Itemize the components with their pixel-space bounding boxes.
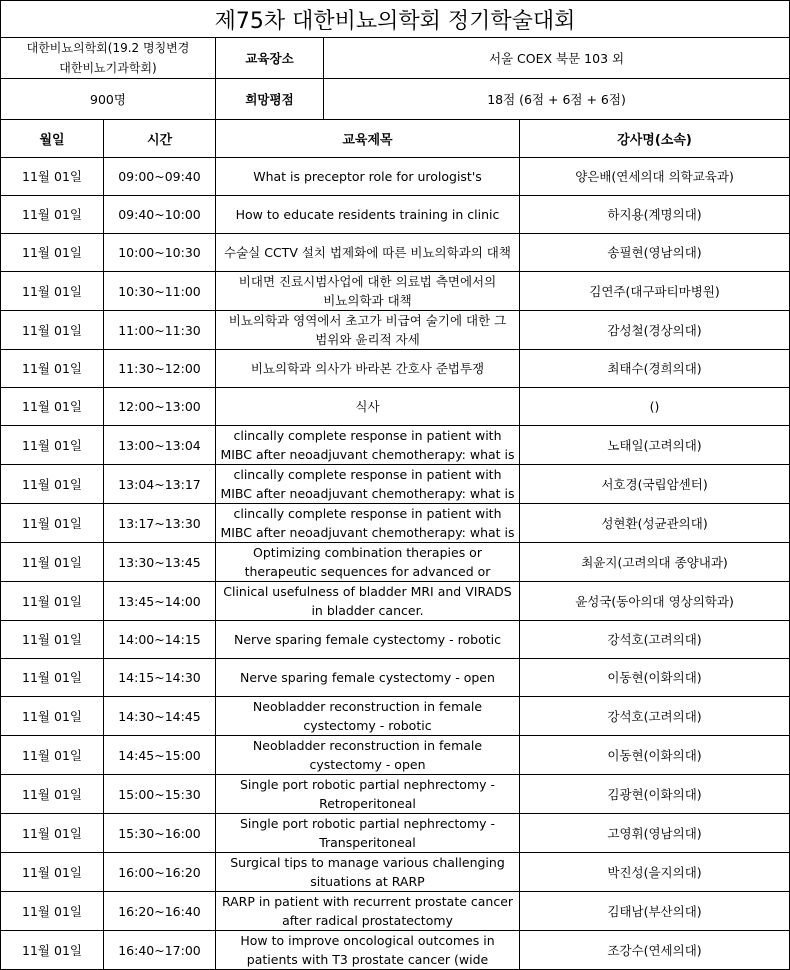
table-row [1, 697, 790, 736]
table-row [1, 931, 790, 970]
session-topic [216, 504, 520, 543]
session-topic [216, 388, 520, 426]
session-topic [216, 853, 520, 892]
session-time: 15:30~16:00 [104, 814, 216, 853]
table-row [1, 272, 790, 311]
table-row [1, 234, 790, 272]
credits-value: 18점 (6점 + 6점 + 6점) [324, 79, 790, 120]
table-header-row [1, 120, 790, 158]
session-topic-text: Single port robotic partial nephrectomy - Transperitoneal [239, 816, 496, 850]
session-topic [216, 775, 520, 814]
page-title: 제75차 대한비뇨의학회 정기학술대회 [1, 1, 790, 38]
session-date: 11월 01일 [1, 426, 104, 465]
table-row [1, 426, 790, 465]
session-topic-text: 비뇨의학과 의사가 바라본 간호사 준법투쟁 [250, 361, 485, 376]
credits-label: 희망평점 [216, 79, 324, 120]
table-row [1, 582, 790, 621]
table-row [1, 659, 790, 697]
session-time: 10:00~10:30 [104, 234, 216, 272]
table-row [1, 504, 790, 543]
session-topic-text: clincally complete response in patient with MIBC after neoadjuvant chemotherapy: what is [220, 467, 515, 501]
table-row [1, 814, 790, 853]
session-speaker: 송필현(영남의대) [520, 234, 790, 272]
session-date: 11월 01일 [1, 234, 104, 272]
table-row [1, 543, 790, 582]
session-time: 13:45~14:00 [104, 582, 216, 621]
session-topic [216, 311, 520, 350]
session-speaker: 윤성국(동아의대 영상의학과) [520, 582, 790, 621]
session-time: 14:30~14:45 [104, 697, 216, 736]
session-time: 14:00~14:15 [104, 621, 216, 659]
session-topic-text: 식사 [355, 399, 380, 414]
table-row [1, 158, 790, 196]
session-time: 12:00~13:00 [104, 388, 216, 426]
session-date: 11월 01일 [1, 388, 104, 426]
session-speaker: 양은배(연세의대 의학교육과) [520, 158, 790, 196]
session-speaker: () [520, 388, 790, 426]
organization-name: 대한비뇨의학회(19.2 명칭변경 대한비뇨기과학회) [1, 38, 216, 79]
header-date: 월일 [1, 120, 104, 158]
session-topic [216, 697, 520, 736]
session-time: 16:00~16:20 [104, 853, 216, 892]
session-time: 11:00~11:30 [104, 311, 216, 350]
info-row-venue [1, 38, 790, 79]
session-topic-text: How to improve oncological outcomes in patients with T3 prostate cancer (wide [240, 933, 495, 967]
table-row [1, 465, 790, 504]
session-topic-text: Optimizing combination therapies or therapeutic sequences for advanced or [244, 545, 491, 579]
session-date: 11월 01일 [1, 543, 104, 582]
session-date: 11월 01일 [1, 931, 104, 970]
table-row [1, 736, 790, 775]
venue-label: 교육장소 [216, 38, 324, 79]
table-row [1, 196, 790, 234]
session-speaker: 이동현(이화의대) [520, 736, 790, 775]
session-date: 11월 01일 [1, 465, 104, 504]
session-date: 11월 01일 [1, 892, 104, 931]
session-topic [216, 426, 520, 465]
session-date: 11월 01일 [1, 158, 104, 196]
session-speaker: 김연주(대구파티마병원) [520, 272, 790, 311]
session-time: 09:40~10:00 [104, 196, 216, 234]
table-row [1, 853, 790, 892]
session-topic-text: Clinical usefulness of bladder MRI and VIRADS in bladder cancer. [223, 584, 512, 618]
session-topic [216, 621, 520, 659]
session-speaker: 박진성(을지의대) [520, 853, 790, 892]
session-speaker: 서호경(국립암센터) [520, 465, 790, 504]
session-time: 09:00~09:40 [104, 158, 216, 196]
session-date: 11월 01일 [1, 582, 104, 621]
table-row [1, 388, 790, 426]
session-topic-text: Nerve sparing female cystectomy - open [240, 670, 495, 685]
session-date: 11월 01일 [1, 350, 104, 388]
table-row [1, 311, 790, 350]
session-topic [216, 892, 520, 931]
session-topic-text: Surgical tips to manage various challenging situations at RARP [230, 855, 505, 889]
session-topic-text: 비대면 진료시범사업에 대한 의료법 측면에서의 비뇨의학과 대책 [238, 274, 497, 308]
session-date: 11월 01일 [1, 659, 104, 697]
session-time: 13:30~13:45 [104, 543, 216, 582]
session-topic-text: Nerve sparing female cystectomy - robotic [233, 632, 502, 647]
session-topic [216, 234, 520, 272]
session-topic [216, 465, 520, 504]
session-date: 11월 01일 [1, 736, 104, 775]
header-speaker: 강사명(소속) [520, 120, 790, 158]
session-date: 11월 01일 [1, 504, 104, 543]
header-time: 시간 [104, 120, 216, 158]
session-time: 13:04~13:17 [104, 465, 216, 504]
session-topic-text: How to educate residents training in clinic [235, 207, 500, 222]
session-speaker: 하지용(계명의대) [520, 196, 790, 234]
session-date: 11월 01일 [1, 196, 104, 234]
session-topic [216, 272, 520, 311]
table-row [1, 775, 790, 814]
table-row [1, 350, 790, 388]
session-topic [216, 736, 520, 775]
session-topic-text: clincally complete response in patient with MIBC after neoadjuvant chemotherapy: what is [220, 506, 515, 540]
session-time: 13:17~13:30 [104, 504, 216, 543]
session-speaker: 이동현(이화의대) [520, 659, 790, 697]
session-time: 15:00~15:30 [104, 775, 216, 814]
session-speaker: 강석호(고려의대) [520, 621, 790, 659]
session-topic [216, 814, 520, 853]
session-topic-text: 비뇨의학과 영역에서 초고가 비급여 술기에 대한 그 범위와 윤리적 자세 [228, 313, 507, 347]
session-topic [216, 196, 520, 234]
capacity-value: 900명 [1, 79, 216, 120]
session-topic-text: clincally complete response in patient with MIBC after neoadjuvant chemotherapy: what is [220, 428, 515, 462]
session-topic-text: Single port robotic partial nephrectomy - Retroperitoneal [239, 777, 496, 811]
session-topic-text: 수술실 CCTV 설치 법제화에 따른 비뇨의학과의 대책 [224, 245, 511, 260]
session-topic-text: What is preceptor role for urologist's [253, 169, 482, 184]
info-row-credits [1, 79, 790, 120]
session-topic [216, 158, 520, 196]
session-time: 11:30~12:00 [104, 350, 216, 388]
session-topic [216, 659, 520, 697]
session-date: 11월 01일 [1, 272, 104, 311]
session-topic [216, 582, 520, 621]
session-date: 11월 01일 [1, 814, 104, 853]
session-topic-text: Neobladder reconstruction in female cystectomy - robotic [252, 699, 483, 733]
table-row [1, 621, 790, 659]
session-topic [216, 350, 520, 388]
header-topic: 교육제목 [216, 120, 520, 158]
session-date: 11월 01일 [1, 697, 104, 736]
table-row [1, 892, 790, 931]
session-time: 16:40~17:00 [104, 931, 216, 970]
session-speaker: 성현환(성균관의대) [520, 504, 790, 543]
session-time: 16:20~16:40 [104, 892, 216, 931]
session-speaker: 강석호(고려의대) [520, 697, 790, 736]
session-date: 11월 01일 [1, 311, 104, 350]
session-topic-text: Neobladder reconstruction in female cystectomy - open [252, 738, 483, 772]
session-date: 11월 01일 [1, 853, 104, 892]
session-speaker: 노태일(고려의대) [520, 426, 790, 465]
session-time: 14:45~15:00 [104, 736, 216, 775]
session-topic [216, 543, 520, 582]
session-speaker: 김광현(이화의대) [520, 775, 790, 814]
session-date: 11월 01일 [1, 775, 104, 814]
session-speaker: 고영휘(영남의대) [520, 814, 790, 853]
session-speaker: 최윤지(고려의대 종양내과) [520, 543, 790, 582]
session-topic [216, 931, 520, 970]
session-time: 14:15~14:30 [104, 659, 216, 697]
session-topic-text: RARP in patient with recurrent prostate cancer after radical prostatectomy [221, 894, 514, 928]
venue-value: 서울 COEX 북문 103 외 [324, 38, 790, 79]
session-date: 11월 01일 [1, 621, 104, 659]
session-time: 10:30~11:00 [104, 272, 216, 311]
session-time: 13:00~13:04 [104, 426, 216, 465]
session-speaker: 감성철(경상의대) [520, 311, 790, 350]
session-speaker: 조강수(연세의대) [520, 931, 790, 970]
session-speaker: 최태수(경희의대) [520, 350, 790, 388]
session-speaker: 김태남(부산의대) [520, 892, 790, 931]
